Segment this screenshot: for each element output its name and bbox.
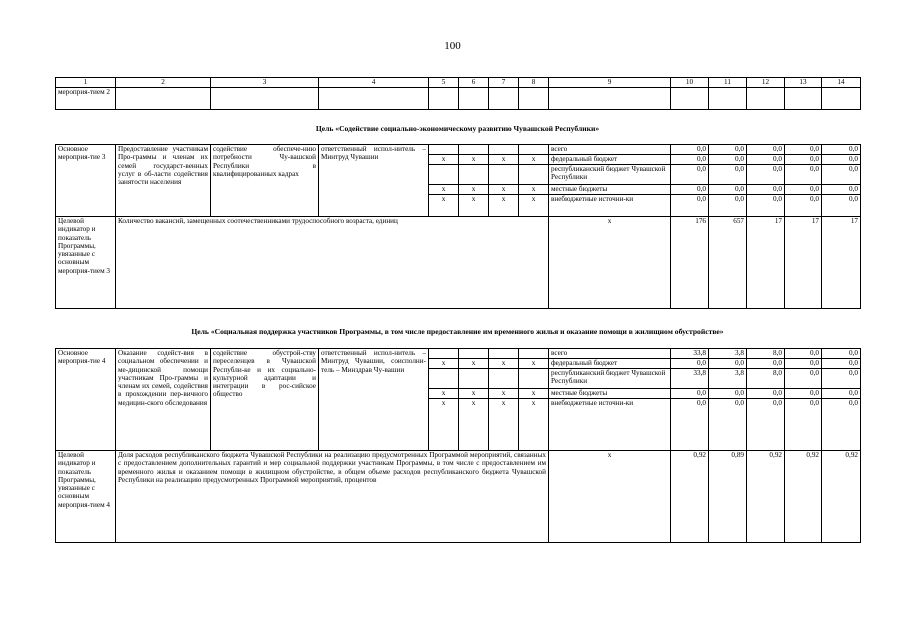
- code-cell: х: [429, 389, 459, 399]
- code-cell: [519, 349, 549, 359]
- code-cell: [429, 369, 459, 389]
- code-cell: [519, 369, 549, 389]
- value-cell: 0,0: [671, 145, 709, 155]
- funding-source: республиканский бюджет Чувашской Республики: [549, 369, 671, 389]
- code-cell: х: [519, 195, 549, 217]
- table-row: [56, 145, 861, 155]
- value-cell: 0,0: [747, 155, 785, 165]
- goal-heading-2: Цель «Социальная поддержка участников Программы, в том числе предоставление им временного жилья и оказание помощи в жилищном обустройстве»: [191, 327, 724, 336]
- col-num: 10: [671, 78, 709, 88]
- event-4-responsible: ответственный испол-нитель – Минтруд Чувашии, соисполни-тель – Минздрав Чу-вашии: [319, 349, 429, 451]
- code-cell: х: [489, 359, 519, 369]
- value-cell: 3,8: [709, 349, 747, 359]
- funding-source: федеральный бюджет: [549, 359, 671, 369]
- code-cell: [429, 349, 459, 359]
- funding-source: внебюджетные источни-ки: [549, 399, 671, 451]
- value-cell: 0,92: [822, 451, 861, 543]
- value-cell: 0,0: [822, 369, 861, 389]
- value-cell: 0,0: [671, 389, 709, 399]
- code-cell: х: [459, 155, 489, 165]
- value-cell: 0,0: [822, 145, 861, 155]
- indicator-4-text: Доля расходов республиканского бюджета Чувашской Республики на реализацию предусмотренных Программой мероприятий, связанных с предоставлением дополнительных гарантий и мер социальной поддержки участникам Программы, в том числе с предоставлением им временного жилья и оказанием помощи в жилищном обустройстве, в общем объеме расходов республиканского бюджета Чувашской Республики на реализацию предусмотренных Программой мероприятий, процентов: [116, 451, 549, 543]
- code-cell: х: [459, 399, 489, 451]
- value-cell: 0,0: [747, 389, 785, 399]
- prev-event-tail-row: [56, 88, 861, 110]
- value-cell: 0,0: [822, 165, 861, 185]
- col-num: 9: [549, 78, 671, 88]
- value-cell: 0,0: [709, 359, 747, 369]
- code-cell: х: [489, 389, 519, 399]
- funding-source: всего: [549, 145, 671, 155]
- value-cell: 176: [671, 217, 709, 309]
- code-cell: х: [459, 389, 489, 399]
- event-3-responsible: ответственный испол-нитель – Минтруд Чувашии: [319, 145, 429, 217]
- table-row: [56, 349, 861, 359]
- funding-source: местные бюджеты: [549, 185, 671, 195]
- funding-source: внебюджетные источни-ки: [549, 195, 671, 217]
- value-cell: 0,0: [709, 185, 747, 195]
- code-cell: [519, 145, 549, 155]
- value-cell: 0,0: [785, 185, 822, 195]
- value-cell: 33,8: [671, 349, 709, 359]
- value-cell: 0,0: [747, 185, 785, 195]
- value-cell: 0,0: [822, 185, 861, 195]
- value-cell: 0,92: [747, 451, 785, 543]
- code-cell: [429, 145, 459, 155]
- value-cell: 0,0: [709, 145, 747, 155]
- event-4-goal: содействие обустрой-ству переселенцев в Чувашской Республи-ке и их социально-культурной адаптации и интеграции в рос-сийское общество: [211, 349, 319, 451]
- code-cell: [489, 349, 519, 359]
- code-cell: [459, 369, 489, 389]
- value-cell: 0,0: [671, 195, 709, 217]
- value-cell: 0,0: [785, 389, 822, 399]
- funding-source: всего: [549, 349, 671, 359]
- value-cell: 0,0: [785, 145, 822, 155]
- indicator-row: [56, 451, 861, 543]
- col-num: 2: [116, 78, 211, 88]
- value-cell: 0,0: [709, 389, 747, 399]
- code-cell: [489, 165, 519, 185]
- value-cell: 0,0: [785, 349, 822, 359]
- code-cell: х: [489, 195, 519, 217]
- value-cell: 0,0: [671, 399, 709, 451]
- value-cell: 8,0: [747, 349, 785, 359]
- prev-event-name: мероприя-тием 2: [56, 88, 116, 110]
- value-cell: 0,0: [671, 185, 709, 195]
- code-cell: [429, 165, 459, 185]
- code-cell: [519, 165, 549, 185]
- indicator-4-mark: х: [549, 451, 671, 543]
- code-cell: х: [429, 155, 459, 165]
- code-cell: х: [519, 185, 549, 195]
- code-cell: [459, 165, 489, 185]
- column-number-row: [56, 78, 861, 88]
- value-cell: 0,0: [747, 195, 785, 217]
- value-cell: 0,0: [785, 195, 822, 217]
- funding-source: республиканский бюджет Чувашской Республики: [549, 165, 671, 185]
- indicator-3-name: Целевой индикатор и показатель Программы, увязанные с основным мероприя-тием 3: [56, 217, 116, 309]
- value-cell: 17: [822, 217, 861, 309]
- value-cell: 3,8: [709, 369, 747, 389]
- value-cell: 0,0: [709, 155, 747, 165]
- col-num: 1: [56, 78, 116, 88]
- code-cell: [459, 349, 489, 359]
- value-cell: 0,0: [822, 155, 861, 165]
- indicator-3-text: Количество вакансий, замещенных соотечественниками трудоспособного возраста, единиц: [116, 217, 549, 309]
- event-4-description: Оказание содейст-вия в социальном обеспечении и ме-дицинской помощи участникам Про-граммы и членам их семей, содействия в прохождении пер-вичного медицин-ского обследования: [116, 349, 211, 451]
- code-cell: х: [459, 359, 489, 369]
- value-cell: 0,0: [822, 399, 861, 451]
- code-cell: х: [489, 155, 519, 165]
- funding-source: местные бюджеты: [549, 389, 671, 399]
- code-cell: х: [489, 399, 519, 451]
- page-number: 100: [444, 40, 461, 52]
- col-num: 4: [319, 78, 429, 88]
- value-cell: 0,0: [747, 165, 785, 185]
- event-4-name: Основное мероприя-тие 4: [56, 349, 116, 451]
- col-num: 3: [211, 78, 319, 88]
- value-cell: 0,89: [709, 451, 747, 543]
- value-cell: 0,0: [785, 155, 822, 165]
- value-cell: 0,0: [709, 399, 747, 451]
- value-cell: 0,92: [671, 451, 709, 543]
- value-cell: 0,0: [785, 399, 822, 451]
- funding-source: федеральный бюджет: [549, 155, 671, 165]
- code-cell: х: [429, 359, 459, 369]
- value-cell: 0,92: [785, 451, 822, 543]
- value-cell: 33,8: [671, 369, 709, 389]
- value-cell: 17: [747, 217, 785, 309]
- value-cell: 0,0: [709, 165, 747, 185]
- col-num: 6: [459, 78, 489, 88]
- value-cell: 0,0: [822, 359, 861, 369]
- value-cell: 0,0: [822, 389, 861, 399]
- value-cell: 0,0: [822, 195, 861, 217]
- col-num: 5: [429, 78, 459, 88]
- code-cell: х: [519, 155, 549, 165]
- code-cell: х: [519, 399, 549, 451]
- event-3-name: Основное мероприя-тие 3: [56, 145, 116, 217]
- value-cell: 0,0: [785, 165, 822, 185]
- indicator-row: [56, 217, 861, 309]
- value-cell: 657: [709, 217, 747, 309]
- col-num: 14: [822, 78, 861, 88]
- col-num: 7: [489, 78, 519, 88]
- value-cell: 0,0: [671, 155, 709, 165]
- col-num: 11: [709, 78, 747, 88]
- indicator-4-name: Целевой индикатор и показатель Программы, увязанные с основным мероприя-тием 4: [56, 451, 116, 543]
- event-4-table: [55, 348, 861, 543]
- col-num: 12: [747, 78, 785, 88]
- value-cell: 8,0: [747, 369, 785, 389]
- code-cell: [459, 145, 489, 155]
- code-cell: х: [489, 185, 519, 195]
- code-cell: х: [429, 195, 459, 217]
- code-cell: [489, 369, 519, 389]
- code-cell: х: [429, 399, 459, 451]
- col-num: 8: [519, 78, 549, 88]
- code-cell: х: [519, 389, 549, 399]
- indicator-3-mark: х: [549, 217, 671, 309]
- event-3-goal: содействие обеспече-нию потребности Чу-вашской Республики в квалифицированных кадрах: [211, 145, 319, 217]
- code-cell: х: [459, 195, 489, 217]
- value-cell: 0,0: [747, 145, 785, 155]
- code-cell: х: [519, 359, 549, 369]
- value-cell: 0,0: [747, 359, 785, 369]
- value-cell: 0,0: [785, 369, 822, 389]
- table-header: [55, 77, 861, 110]
- value-cell: 0,0: [747, 399, 785, 451]
- value-cell: 17: [785, 217, 822, 309]
- goal-heading-1: Цель «Содействие социально-экономическому развитию Чувашской Республики»: [315, 124, 600, 133]
- code-cell: х: [429, 185, 459, 195]
- code-cell: х: [459, 185, 489, 195]
- value-cell: 0,0: [785, 359, 822, 369]
- event-3-table: [55, 144, 861, 309]
- code-cell: [489, 145, 519, 155]
- value-cell: 0,0: [671, 359, 709, 369]
- col-num: 13: [785, 78, 822, 88]
- value-cell: 0,0: [709, 195, 747, 217]
- event-3-description: Предоставление участникам Про-граммы и членам их семей государст-венных услуг в об-ласти содействия занятости населения: [116, 145, 211, 217]
- value-cell: 0,0: [822, 349, 861, 359]
- value-cell: 0,0: [671, 165, 709, 185]
